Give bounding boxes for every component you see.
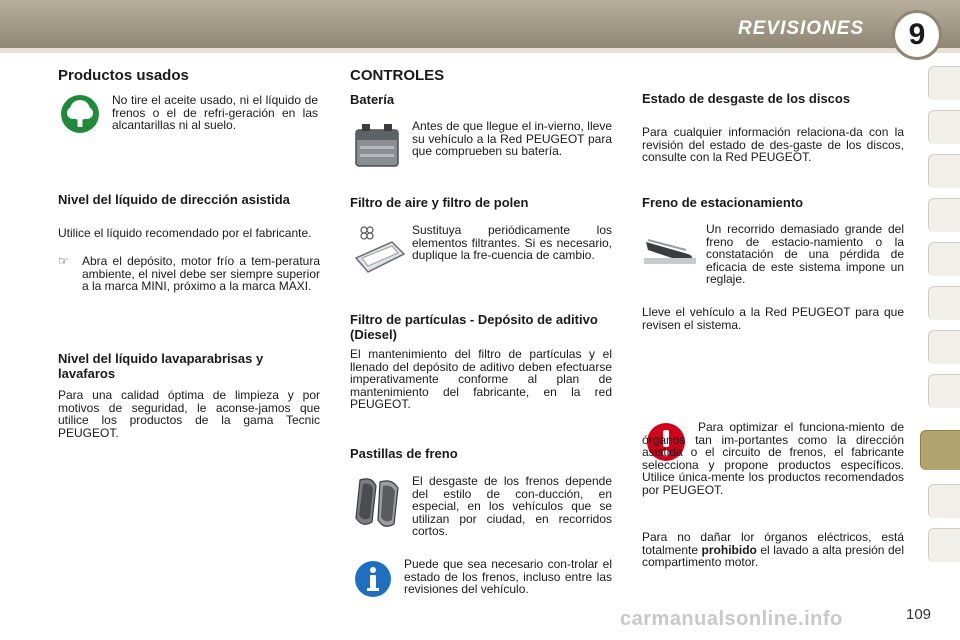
chapter-tab[interactable]: [928, 198, 960, 232]
page-number: 109: [906, 606, 932, 623]
brake-pads-title: Pastillas de freno: [350, 446, 458, 461]
used-products-title: Productos usados: [58, 67, 189, 84]
info-text: Puede que sea necesario con-trolar el estado de los frenos, incluso entre las revisiones del vehículo.: [404, 557, 612, 597]
warning-text2-pre: Para no dañar lor órganos eléctricos, está totalmente: [642, 530, 904, 557]
section-title: REVISIONES: [738, 18, 865, 39]
air-filter-title: Filtro de aire y filtro de polen: [350, 195, 529, 210]
brake-pads-text: El desgaste de los frenos depende del estilo de con-ducción, en especial, en los vehículos que se utilizan por ciudad, en recorridos cortos.: [412, 474, 612, 539]
steering-fluid-title: Nivel del líquido de dirección asistida: [58, 192, 290, 207]
chapter-tab-active[interactable]: [920, 430, 960, 470]
particle-filter-text: El mantenimiento del filtro de partículas y el llenado del depósito de aditivo deben efectuarse imperativamente conforme al plan de mantenimiento del fabricante, en la red PEUGEOT.: [350, 347, 612, 412]
warning-text2-bold: prohibido: [701, 542, 757, 557]
info-icon: [354, 560, 392, 598]
discs-title: Estado de desgaste de los discos: [642, 91, 851, 106]
steering-fluid-bullet: [58, 255, 320, 293]
warning-text: Para optimizar el funciona-miento de órganos tan im-portantes como la dirección asistida o el circuito de frenos, el fabricante selecciona y propone productos específicos. Utilice única-mente los productos recomendados por PEUGEOT.: [642, 420, 904, 497]
battery-text: Antes de que llegue el in-vierno, lleve su vehículo a la Red PEUGEOT para que comprueben su batería.: [412, 119, 612, 159]
air-filter-icon: [352, 224, 406, 276]
chapter-badge: 9: [892, 10, 942, 60]
discs-text: Para cualquier información relaciona-da con la revisión del estado de des-gaste de los discos, consulte con la Red PEUGEOT.: [642, 125, 904, 165]
eco-tree-icon: [60, 94, 100, 134]
warning-text2-post: el lavado a alta presión del compartimento motor.: [642, 542, 904, 570]
pointing-hand-icon: ☞: [58, 254, 69, 268]
particle-filter-title: Filtro de partículas - Depósito de aditivo (Diesel): [350, 312, 598, 342]
chapter-tab[interactable]: [928, 154, 960, 188]
chapter-tab[interactable]: [928, 528, 960, 562]
header-strip: [0, 48, 960, 53]
chapter-tab[interactable]: [928, 242, 960, 276]
chapter-tabs: [928, 66, 960, 574]
chapter-tab[interactable]: [928, 110, 960, 144]
chapter-tab[interactable]: [928, 484, 960, 518]
watermark: carmanualsonline.info: [620, 608, 843, 630]
warning-text2: [642, 531, 904, 569]
parking-brake-text2: Lleve el vehículo a la Red PEUGEOT para que revisen el sistema.: [642, 305, 904, 332]
washer-fluid-text: Para una calidad óptima de limpieza y por motivos de seguridad, le aconse-jamos que utilice los productos de la gama Tecnic PEUGEOT.: [58, 388, 320, 440]
brake-pads-icon: [352, 474, 404, 530]
chapter-tab[interactable]: [928, 374, 960, 408]
parking-brake-text: Un recorrido demasiado grande del freno de estacio-namiento o la constatación de una pérdida de eficacia de este sistema impone un reglaje.: [706, 222, 904, 287]
chapter-tab[interactable]: [928, 330, 960, 364]
chapter-tab[interactable]: [928, 66, 960, 100]
controls-title: CONTROLES: [350, 67, 445, 84]
parking-brake-lever-icon: [642, 228, 698, 268]
steering-fluid-text: Utilice el líquido recomendado por el fabricante.: [58, 226, 312, 240]
battery-icon: [352, 118, 402, 170]
used-products-text: No tire el aceite usado, ni el líquido de frenos o el de refri-geración en las alcantarillas ni al suelo.: [112, 93, 318, 133]
steering-fluid-bullet-text: Abra el depósito, motor frío a tem-peratura ambiente, el nivel debe ser siempre superior a la marca MINI, próximo a la marca MAXI.: [82, 254, 320, 294]
washer-fluid-title: Nivel del líquido lavaparabrisas y lavafaros: [58, 351, 264, 381]
air-filter-text: Sustituya periódicamente los elementos filtrantes. Si es necesario, duplique la fre-cuencia de cambio.: [412, 223, 612, 263]
battery-title: Batería: [350, 92, 395, 107]
parking-brake-title: Freno de estacionamiento: [642, 195, 804, 210]
chapter-tab[interactable]: [928, 286, 960, 320]
